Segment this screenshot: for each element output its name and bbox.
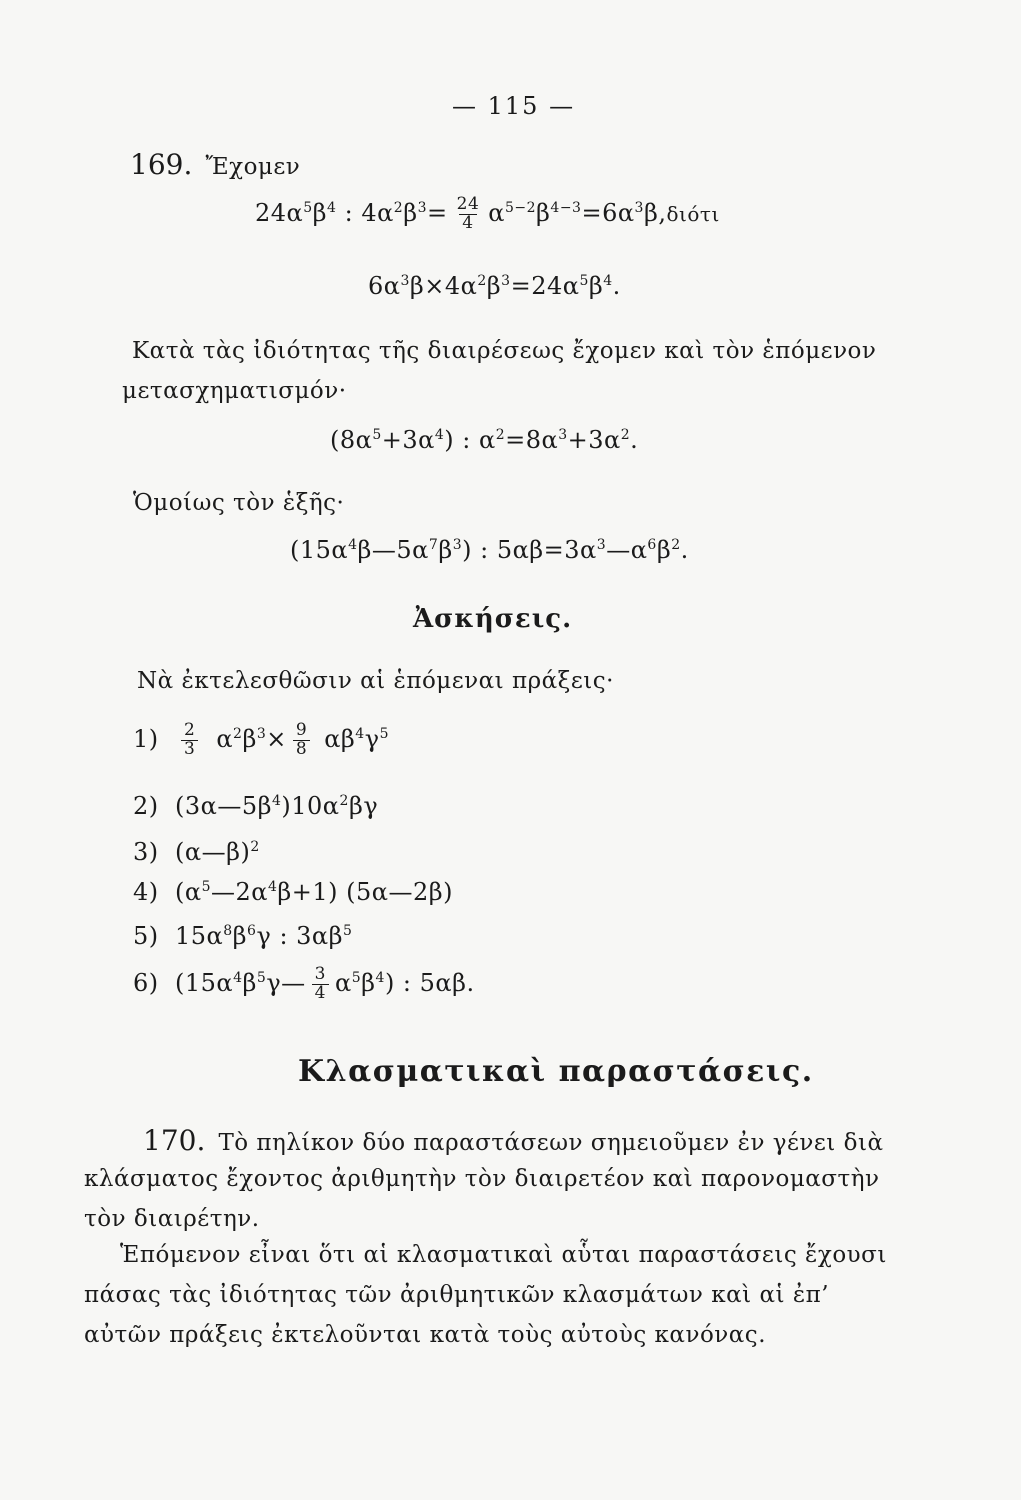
fraction-denominator: 3 [181,740,198,759]
eq-term: ) : α [444,426,496,454]
fraction [181,722,198,759]
fraction-numerator: 2 [184,720,196,740]
exponent: 5 [256,969,267,986]
text-line: κλάσματος ἔχοντος ἀριθμητὴν τὸν διαιρετέον καὶ παρονομαστὴν [84,1166,880,1192]
fraction-denominator: 4 [312,984,329,1003]
exponent: 5 [372,427,382,443]
fraction-denominator: 4 [459,214,476,233]
eq-term: =8α [505,426,559,454]
exercises-heading: Ἀσκήσεις. [413,604,573,634]
fraction [312,966,329,1003]
eq-term: 15α [175,922,224,950]
exponent: 6 [647,537,657,553]
exponent: 5 [351,969,362,986]
eq-term: β [242,968,257,997]
paragraph-number: 170. [143,1124,206,1157]
eq-term: =6α [581,198,635,227]
exponent: 7 [428,537,439,553]
section-169-header [130,148,300,181]
eq-word: διότι [666,201,720,226]
exercise-label: 1) [133,724,159,753]
exponent: 5 [379,725,389,742]
exponent: 5 [303,199,313,216]
exponent: 5 [579,273,589,289]
exercise-label: 2) [133,792,159,820]
exponent: 4 [434,427,445,443]
eq-term: β [438,536,453,564]
text-line: Ἑπόμενον εἶναι ὅτι αἱ κλασματικαὶ αὗται παραστάσεις ἔχουσι [120,1242,887,1268]
exponent: 2 [495,427,506,443]
exponent: 3 [452,537,463,553]
eq-term: . [612,272,621,300]
exponent: 4 [271,793,282,809]
eq-term: β [588,272,604,300]
fraction-numerator: 9 [295,720,308,740]
eq-term: β [242,724,257,753]
eq-term: (8α [330,426,373,454]
exercise-4 [133,878,453,906]
eq-term: β+1) (5α—2β) [277,878,453,906]
eq-term: γ : 3αβ [256,922,344,950]
eq-term: β—5α [357,536,429,564]
text-line: τὸν διαιρέτην. [84,1206,260,1232]
eq-term: 24α [255,198,304,227]
eq-term: . [630,426,639,454]
exponent: 2 [250,839,260,855]
exponent: 8 [223,923,233,939]
exponent: 4 [327,199,337,216]
fraction [454,196,483,233]
eq-term: +3α [567,426,621,454]
fraction-numerator: 24 [456,194,480,214]
exercise-2 [133,792,378,820]
eq-term: (15α [290,536,349,564]
exercise-label: 5) [133,922,159,950]
exercise-1 [133,722,389,759]
page-number: — 115 — [452,92,576,120]
eq-term: αβ [324,724,356,753]
eq-term: β [361,968,376,997]
exponent: 3 [501,273,511,289]
exercise-label: 3) [133,838,159,866]
text-line: Τὸ πηλίκον δύο παραστάσεων σημειοῦμεν ἐν γένει διὰ [218,1130,884,1156]
exponent: 2 [233,725,243,742]
text-line: μετασχηματισμόν· [122,378,347,404]
eq-term: β×4α [409,272,478,300]
eq-term: β [403,198,418,227]
section-170-line1 [143,1124,884,1157]
eq-term: βγ [348,792,379,820]
exercise-5 [133,922,352,950]
eq-term: α [216,724,234,753]
eq-term: β [232,922,248,950]
exercise-3 [133,838,260,866]
eq-term: β [486,272,502,300]
eq-term: × [266,724,287,753]
exponent: 5−2 [504,199,537,216]
eq-term: (15α [175,968,234,997]
eq-term: β [312,198,328,227]
exponent: 3 [400,273,410,289]
equation-4 [290,536,689,564]
eq-term: (α [175,878,202,906]
exponent: 4 [355,725,365,742]
eq-term: β, [643,198,667,227]
exercise-label: 4) [133,878,159,906]
eq-term: =24α [510,272,580,300]
intro-text: Ἔχομεν [205,154,301,180]
eq-term: (α—β) [175,838,251,866]
eq-term: +3α [381,426,435,454]
exponent: 4 [348,537,358,553]
eq-term: β [656,536,672,564]
exponent: 3 [558,427,568,443]
text-line: Κατὰ τὰς ἰδιότητας τῆς διαιρέσεως ἔχομεν καὶ τὸν ἑπόμενον [132,338,877,364]
exponent: 2 [339,793,349,809]
paragraph-number: 169. [130,148,193,181]
fraction-denominator: 8 [293,740,310,759]
exercises-intro: Νὰ ἐκτελεσθῶσιν αἱ ἑπόμεναι πράξεις· [137,668,614,694]
exercise-label: 6) [133,968,159,997]
exponent: 3 [417,199,428,216]
eq-term: γ [364,724,380,753]
eq-term: γ— [266,968,306,997]
eq-term: )10α [281,792,340,820]
eq-term: 6α [368,272,401,300]
fraction [293,722,310,759]
exponent: 4 [375,969,385,986]
exponent: 6 [247,923,257,939]
exponent: 4 [233,969,243,986]
fraction-numerator: 3 [314,964,326,984]
eq-term: ) : 5αβ. [384,968,475,997]
eq-term: —α [606,536,648,564]
equation-2 [368,272,621,300]
eq-term: β [536,198,551,227]
exponent: 5 [201,879,211,895]
exponent: 2 [671,537,681,553]
exponent: 3 [596,537,607,553]
exponent: 2 [620,427,631,443]
eq-term: —2α [211,878,268,906]
eq-term: : 4α [336,198,394,227]
eq-term: α [488,198,505,227]
exponent: 2 [477,273,487,289]
text-line: πάσας τὰς ἰδιότητας τῶν ἀριθμητικῶν κλασμάτων καὶ αἱ ἐπ’ [84,1282,830,1308]
eq-term: . [680,536,689,564]
exponent: 4−3 [550,199,582,216]
exponent: 4 [603,273,613,289]
text-line: αὐτῶν πράξεις ἐκτελοῦνται κατὰ τοὺς αὐτοὺς κανόνας. [84,1322,766,1348]
exercise-6 [133,966,475,1003]
fractions-heading: Κλασματικαὶ παραστάσεις. [298,1054,814,1089]
exponent: 4 [267,879,278,895]
eq-term: α [335,968,352,997]
exponent: 2 [393,199,404,216]
eq-term: (3α—5β [175,792,272,820]
exponent: 5 [343,923,353,939]
exponent: 3 [256,725,267,742]
eq-term: ) : 5αβ=3α [462,536,597,564]
text-line: Ὁμοίως τὸν ἑξῆς· [133,490,345,516]
equation-3 [330,426,638,454]
eq-term: = [427,198,448,227]
equation-1 [255,196,720,233]
exponent: 3 [634,199,644,216]
